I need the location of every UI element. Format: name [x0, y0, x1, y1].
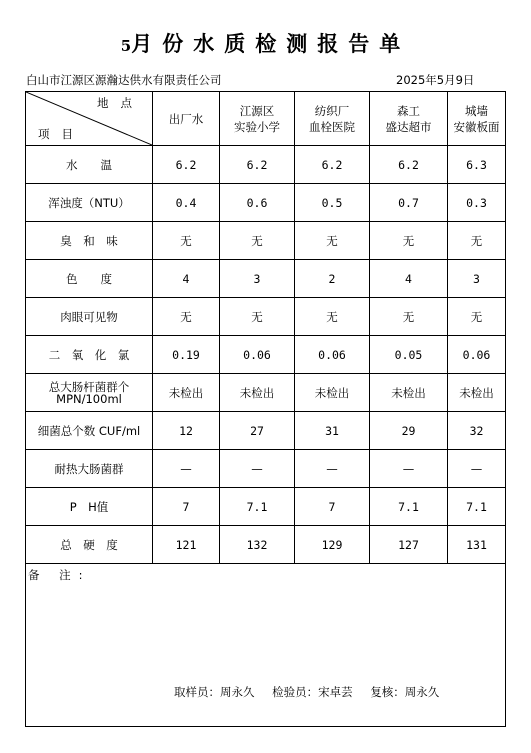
value-cell: 无 [295, 222, 370, 260]
value-cell: 0.4 [153, 184, 220, 222]
location-header-cell [370, 92, 448, 146]
location-name: 血栓医院 [309, 119, 355, 134]
value-cell: 6.2 [295, 146, 370, 184]
sampler-signature: 取样员：周永久 [174, 685, 255, 699]
value-cell: 132 [220, 526, 295, 564]
report-title-month: 5 [120, 37, 132, 55]
remarks-row [26, 564, 506, 727]
value-cell: 未检出 [370, 374, 448, 412]
table-row [26, 412, 506, 450]
table-row [26, 222, 506, 260]
location-header-cell [220, 92, 295, 146]
table-row [26, 298, 506, 336]
table-row [26, 488, 506, 526]
value-cell: 0.05 [370, 336, 448, 374]
table-header-row [26, 92, 506, 146]
inspector-signature: 检验员：宋卓芸 [272, 685, 353, 699]
table-row [26, 526, 506, 564]
value-cell: 未检出 [295, 374, 370, 412]
value-cell: 29 [370, 412, 448, 450]
value-cell: — [295, 450, 370, 488]
value-cell: 无 [370, 298, 448, 336]
value-cell: — [153, 450, 220, 488]
item-label-line: 总大肠杆菌群个 [48, 379, 130, 394]
value-cell: 0.3 [448, 184, 506, 222]
value-cell: 6.2 [370, 146, 448, 184]
location-name: 江源区 [239, 103, 275, 118]
value-cell: 121 [153, 526, 220, 564]
value-cell: 31 [295, 412, 370, 450]
value-cell: 0.06 [220, 336, 295, 374]
item-label: 水 温 [26, 146, 153, 184]
item-label [26, 374, 153, 412]
remarks-label: 备 注: [28, 568, 91, 582]
value-cell: 无 [153, 298, 220, 336]
value-cell: 无 [370, 222, 448, 260]
value-cell: 6.2 [220, 146, 295, 184]
value-cell: 0.06 [295, 336, 370, 374]
value-cell: 0.5 [295, 184, 370, 222]
value-cell: 无 [448, 298, 506, 336]
reviewer-signature: 复核：周永久 [370, 685, 440, 699]
report-date: 2025年5月9日 [396, 73, 475, 87]
value-cell: 0.19 [153, 336, 220, 374]
location-name: 出厂水 [168, 111, 204, 126]
value-cell: 27 [220, 412, 295, 450]
item-label-line: MPN/100ml [56, 391, 122, 406]
diag-location-label: 地点 [97, 96, 144, 110]
value-cell: 12 [153, 412, 220, 450]
company-name: 白山市江源区源瀚达供水有限责任公司 [26, 73, 222, 87]
location-name: 纺织厂 [314, 103, 350, 118]
value-cell: 未检出 [220, 374, 295, 412]
value-cell: 127 [370, 526, 448, 564]
item-label: 色 度 [26, 260, 153, 298]
remarks-cell [26, 564, 506, 727]
value-cell: 无 [295, 298, 370, 336]
value-cell: 无 [448, 222, 506, 260]
location-name: 森工 [397, 103, 420, 118]
value-cell: 7.1 [448, 488, 506, 526]
location-header-cell [153, 92, 220, 146]
value-cell: 2 [295, 260, 370, 298]
value-cell: — [448, 450, 506, 488]
report-title [0, 28, 531, 58]
value-cell: — [370, 450, 448, 488]
value-cell: 无 [153, 222, 220, 260]
diag-item-label: 项目 [38, 127, 85, 141]
item-label: 耐热大肠菌群 [26, 450, 153, 488]
value-cell: 7.1 [370, 488, 448, 526]
item-label: 肉眼可见物 [26, 298, 153, 336]
value-cell: 未检出 [448, 374, 506, 412]
location-name: 盛达超市 [385, 119, 432, 134]
item-label: 臭 和 味 [26, 222, 153, 260]
table-row [26, 146, 506, 184]
location-name: 城墙 [465, 103, 488, 118]
item-label: P H值 [26, 488, 153, 526]
item-label: 浑浊度（NTU） [26, 184, 153, 222]
table-row [26, 450, 506, 488]
value-cell: 129 [295, 526, 370, 564]
value-cell: 7 [295, 488, 370, 526]
location-name: 安徽板面 [453, 119, 500, 134]
item-label: 细菌总个数 CUF/ml [26, 412, 153, 450]
value-cell: 6.2 [153, 146, 220, 184]
table-row [26, 260, 506, 298]
value-cell: 3 [220, 260, 295, 298]
item-label: 总 硬 度 [26, 526, 153, 564]
value-cell: 未检出 [153, 374, 220, 412]
value-cell: 7 [153, 488, 220, 526]
value-cell: 3 [448, 260, 506, 298]
value-cell: 131 [448, 526, 506, 564]
value-cell: 7.1 [220, 488, 295, 526]
value-cell: 0.7 [370, 184, 448, 222]
diagonal-header-cell [26, 92, 153, 146]
value-cell: 4 [370, 260, 448, 298]
signature-line [174, 684, 439, 700]
location-header-cell [448, 92, 506, 146]
value-cell: 0.6 [220, 184, 295, 222]
value-cell: 无 [220, 298, 295, 336]
value-cell: 无 [220, 222, 295, 260]
value-cell: 4 [153, 260, 220, 298]
table-row [26, 374, 506, 412]
location-name: 实验小学 [234, 119, 280, 134]
water-quality-table [25, 91, 506, 727]
location-header-cell [295, 92, 370, 146]
value-cell: 0.06 [448, 336, 506, 374]
item-label: 二 氧 化 氯 [26, 336, 153, 374]
table-row [26, 184, 506, 222]
table-row [26, 336, 506, 374]
report-title-text: 月份水质检测报告单 [131, 31, 411, 56]
value-cell: — [220, 450, 295, 488]
value-cell: 6.3 [448, 146, 506, 184]
value-cell: 32 [448, 412, 506, 450]
